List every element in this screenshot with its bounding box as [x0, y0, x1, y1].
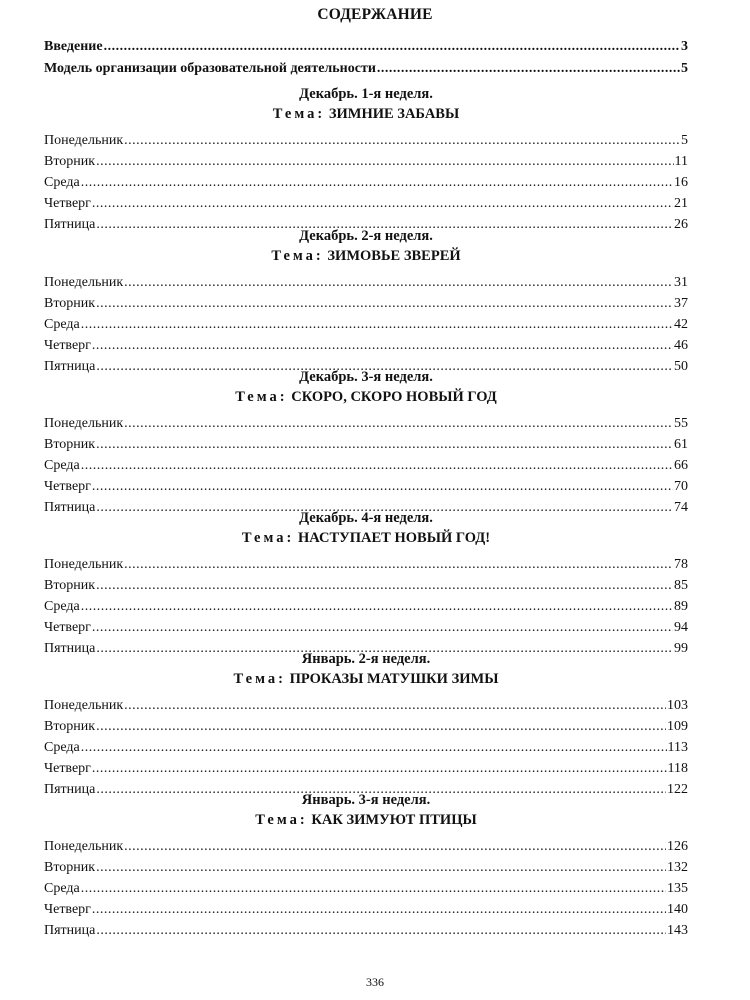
- toc-entry-model[interactable]: [44, 58, 688, 80]
- toc-section: [44, 226, 688, 377]
- dot-leader: [92, 335, 673, 356]
- theme-name: СКОРО, СКОРО НОВЫЙ ГОД: [291, 389, 497, 405]
- entry-label: Четверг: [44, 479, 91, 494]
- entry-page: 74: [674, 500, 688, 515]
- toc-entry[interactable]: [44, 716, 688, 737]
- entry-label: Вторник: [44, 437, 96, 452]
- entry-page: 85: [674, 578, 688, 593]
- entry-label: Пятница: [44, 923, 96, 938]
- dot-leader: [96, 151, 673, 172]
- entry-page: 55: [674, 416, 688, 431]
- entry-page: 78: [674, 557, 688, 572]
- entry-label: Понедельник: [44, 416, 124, 431]
- dot-leader: [92, 617, 673, 638]
- entry-label: Среда: [44, 740, 80, 755]
- entry-label: Четверг: [44, 902, 91, 917]
- theme-prefix: Тема:: [255, 812, 308, 828]
- dot-leader: [81, 314, 673, 335]
- theme-heading: [44, 387, 688, 407]
- entry-page: 11: [674, 154, 688, 169]
- entry-label: Понедельник: [44, 133, 124, 148]
- theme-prefix: Тема:: [271, 248, 324, 264]
- theme-name: ЗИМНИЕ ЗАБАВЫ: [328, 106, 460, 122]
- toc-entry[interactable]: [44, 758, 688, 779]
- entry-page: 3: [681, 39, 688, 54]
- toc-entry[interactable]: [44, 476, 688, 497]
- dot-leader: [96, 857, 666, 878]
- dot-leader: [92, 193, 673, 214]
- dot-leader: [81, 878, 666, 899]
- entry-label: Четверг: [44, 761, 91, 776]
- dot-leader: [124, 272, 673, 293]
- entry-page: 37: [674, 296, 688, 311]
- entry-label: Вторник: [44, 719, 96, 734]
- page-number: 336: [366, 975, 384, 989]
- entry-label: Вторник: [44, 860, 96, 875]
- toc-entry[interactable]: [44, 836, 688, 857]
- toc-entry[interactable]: [44, 455, 688, 476]
- toc-entry[interactable]: [44, 434, 688, 455]
- toc-entry[interactable]: [44, 878, 688, 899]
- toc-entry-intro[interactable]: [44, 36, 688, 58]
- toc-section: [44, 790, 688, 941]
- dot-leader: [81, 455, 673, 476]
- entry-label: Четверг: [44, 338, 91, 353]
- entry-label: Четверг: [44, 196, 91, 211]
- toc-entry[interactable]: [44, 857, 688, 878]
- week-heading: Январь. 2-я неделя.: [301, 651, 431, 667]
- entry-page: 126: [667, 839, 688, 854]
- entry-page: 66: [674, 458, 688, 473]
- entry-label: Среда: [44, 599, 80, 614]
- entry-page: 103: [667, 698, 688, 713]
- toc-entry[interactable]: [44, 695, 688, 716]
- entry-page: 21: [674, 196, 688, 211]
- dot-leader: [377, 58, 680, 80]
- theme-heading: [44, 810, 688, 830]
- week-heading: Декабрь. 4-я неделя.: [299, 510, 433, 526]
- dot-leader: [124, 695, 666, 716]
- entry-label: Среда: [44, 317, 80, 332]
- entry-label: Понедельник: [44, 698, 124, 713]
- theme-heading: [44, 104, 688, 124]
- entry-page: 109: [667, 719, 688, 734]
- entry-page: 46: [674, 338, 688, 353]
- toc-entry[interactable]: [44, 413, 688, 434]
- theme-heading: [44, 528, 688, 548]
- toc-entry[interactable]: [44, 151, 688, 172]
- toc-entry[interactable]: [44, 575, 688, 596]
- entry-label: Пятница: [44, 782, 96, 797]
- dot-leader: [124, 554, 673, 575]
- theme-heading: [44, 246, 688, 266]
- toc-entry[interactable]: [44, 617, 688, 638]
- dot-leader: [96, 716, 666, 737]
- dot-leader: [124, 130, 680, 151]
- toc-entry[interactable]: [44, 596, 688, 617]
- dot-leader: [96, 293, 673, 314]
- entry-page: 42: [674, 317, 688, 332]
- entry-label: Понедельник: [44, 275, 124, 290]
- entry-page: 132: [667, 860, 688, 875]
- dot-leader: [81, 172, 673, 193]
- entry-label: Четверг: [44, 620, 91, 635]
- entry-page: 70: [674, 479, 688, 494]
- toc-entry[interactable]: [44, 172, 688, 193]
- theme-prefix: Тема:: [233, 671, 286, 687]
- entry-page: 89: [674, 599, 688, 614]
- entry-label: Среда: [44, 175, 80, 190]
- entry-page: 5: [681, 133, 688, 148]
- entry-label: Вторник: [44, 154, 96, 169]
- entry-label: Среда: [44, 881, 80, 896]
- entry-label: Пятница: [44, 359, 96, 374]
- dot-leader: [104, 36, 680, 58]
- toc-title: СОДЕРЖАНИЕ: [317, 6, 433, 23]
- toc-entry[interactable]: [44, 737, 688, 758]
- entry-label: Среда: [44, 458, 80, 473]
- entry-page: 99: [674, 641, 688, 656]
- toc-entry[interactable]: [44, 193, 688, 214]
- dot-leader: [92, 476, 673, 497]
- dot-leader: [81, 596, 673, 617]
- dot-leader: [92, 899, 666, 920]
- week-heading: Декабрь. 1-я неделя.: [299, 86, 433, 102]
- week-heading: Декабрь. 2-я неделя.: [299, 228, 433, 244]
- entry-label: Вторник: [44, 578, 96, 593]
- theme-prefix: Тема:: [272, 106, 326, 122]
- toc-entry[interactable]: [44, 335, 688, 356]
- theme-name: ПРОКАЗЫ МАТУШКИ ЗИМЫ: [289, 671, 499, 687]
- theme-name: ЗИМОВЬЕ ЗВЕРЕЙ: [327, 248, 461, 264]
- entry-label: Введение: [44, 39, 103, 54]
- toc-entry[interactable]: [44, 899, 688, 920]
- dot-leader: [96, 920, 666, 941]
- theme-heading: [44, 669, 688, 689]
- entry-page: 118: [667, 761, 688, 776]
- entry-label: Понедельник: [44, 557, 124, 572]
- toc-entry[interactable]: [44, 920, 688, 941]
- dot-leader: [96, 575, 673, 596]
- entry-page: 94: [674, 620, 688, 635]
- dot-leader: [124, 413, 673, 434]
- toc-entry[interactable]: [44, 130, 688, 151]
- dot-leader: [96, 434, 673, 455]
- theme-prefix: Тема:: [241, 530, 295, 546]
- entry-page: 61: [674, 437, 688, 452]
- entry-page: 135: [667, 881, 688, 896]
- toc-section: [44, 649, 688, 800]
- toc-entry[interactable]: [44, 314, 688, 335]
- toc-section: [44, 508, 688, 659]
- entry-label: Пятница: [44, 641, 96, 656]
- entry-page: 140: [667, 902, 688, 917]
- dot-leader: [81, 737, 667, 758]
- toc-entry[interactable]: [44, 554, 688, 575]
- entry-page: 113: [667, 740, 688, 755]
- dot-leader: [124, 836, 666, 857]
- dot-leader: [92, 758, 667, 779]
- entry-page: 26: [674, 217, 688, 232]
- entry-label: Вторник: [44, 296, 96, 311]
- entry-page: 16: [674, 175, 688, 190]
- entry-page: 5: [681, 61, 688, 76]
- entry-label: Модель организации образовательной деятельности: [44, 61, 376, 76]
- week-heading: Январь. 3-я неделя.: [301, 792, 431, 808]
- intro-block: [44, 36, 688, 80]
- entry-label: Понедельник: [44, 839, 124, 854]
- entry-page: 31: [674, 275, 688, 290]
- week-heading: Декабрь. 3-я неделя.: [299, 369, 433, 385]
- theme-prefix: Тема:: [235, 389, 288, 405]
- toc-section: [44, 367, 688, 518]
- entry-label: Пятница: [44, 500, 96, 515]
- entry-page: 50: [674, 359, 688, 374]
- toc-entry[interactable]: [44, 293, 688, 314]
- entry-page: 143: [667, 923, 688, 938]
- toc-section: [44, 84, 688, 235]
- toc-entry[interactable]: [44, 272, 688, 293]
- entry-page: 122: [667, 782, 688, 797]
- theme-name: НАСТУПАЕТ НОВЫЙ ГОД!: [297, 530, 491, 546]
- theme-name: КАК ЗИМУЮТ ПТИЦЫ: [311, 812, 477, 828]
- entry-label: Пятница: [44, 217, 96, 232]
